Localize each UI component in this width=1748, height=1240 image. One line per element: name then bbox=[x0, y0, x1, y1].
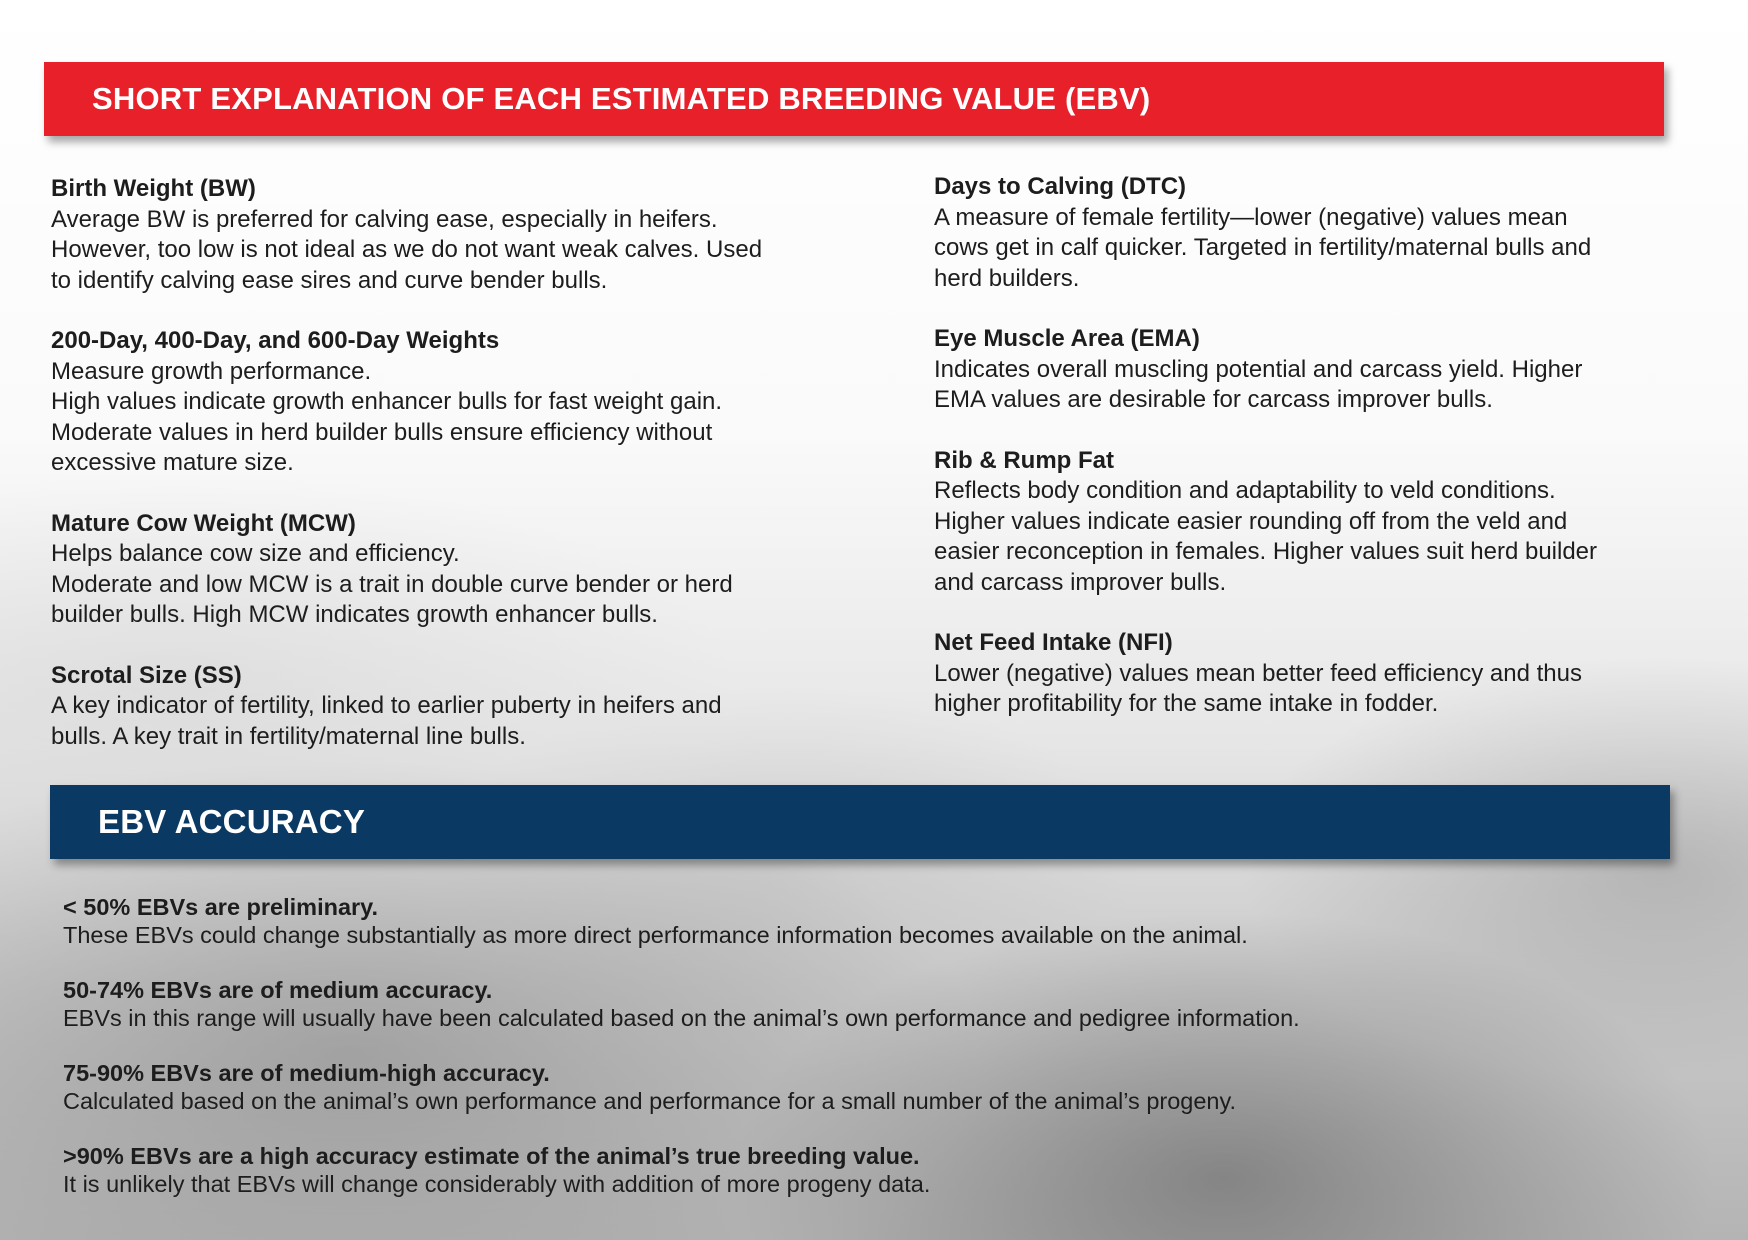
item-text: Indicates overall muscling potential and carcass yield. Higher bbox=[934, 355, 1583, 383]
item-title: Scrotal Size (SS) bbox=[51, 661, 242, 689]
item-text: High values indicate growth enhancer bulls for fast weight gain. bbox=[51, 388, 723, 415]
item-text: easier reconception in females. Higher values suit herd builder bbox=[934, 538, 1598, 565]
accuracy-item bbox=[63, 976, 1663, 1032]
item-title: Mature Cow Weight (MCW) bbox=[51, 509, 356, 537]
item-text: Moderate values in herd builder bulls ensure efficiency without bbox=[51, 418, 713, 446]
item-text: Reflects body condition and adaptability to veld conditions. bbox=[934, 477, 1556, 504]
ebv-item-days-to-calving bbox=[934, 172, 1714, 294]
item-text: herd builders. bbox=[934, 264, 1080, 292]
right-column bbox=[934, 172, 1714, 750]
item-title: Eye Muscle Area (EMA) bbox=[934, 325, 1200, 352]
ebv-item-scrotal-size bbox=[51, 661, 881, 753]
item-text: bulls. A key trait in fertility/maternal line bulls. bbox=[51, 722, 526, 750]
item-title: 200-Day, 400-Day, and 600-Day Weights bbox=[51, 327, 500, 354]
accuracy-item bbox=[63, 893, 1663, 949]
left-column bbox=[51, 174, 881, 782]
item-text: Average BW is preferred for calving ease, especially in heifers. bbox=[51, 205, 718, 233]
ebv-item-rib-rump-fat bbox=[934, 446, 1714, 599]
item-title: Birth Weight (BW) bbox=[51, 175, 256, 202]
accuracy-item-title: 75-90% EBVs are of medium-high accuracy. bbox=[63, 1060, 550, 1086]
item-text: A key indicator of fertility, linked to earlier puberty in heifers and bbox=[51, 692, 722, 719]
accuracy-item-title: >90% EBVs are a high accuracy estimate of the animal’s true breeding value. bbox=[63, 1143, 920, 1169]
item-title: Net Feed Intake (NFI) bbox=[934, 629, 1173, 656]
item-text: Measure growth performance. bbox=[51, 357, 372, 385]
item-text: Higher values indicate easier rounding off from the veld and bbox=[934, 507, 1568, 535]
accuracy-item-title: 50-74% EBVs are of medium accuracy. bbox=[63, 977, 493, 1003]
accuracy-item-text: Calculated based on the animal’s own performance and performance for a small number of the animal’s progeny. bbox=[63, 1088, 1237, 1114]
accuracy-item bbox=[63, 1142, 1663, 1198]
accuracy-list bbox=[63, 893, 1663, 1225]
accuracy-item bbox=[63, 1059, 1663, 1115]
ebv-item-net-feed-intake bbox=[934, 628, 1714, 720]
ebv-explanation-banner bbox=[44, 62, 1664, 136]
item-text: Lower (negative) values mean better feed efficiency and thus bbox=[934, 659, 1582, 687]
item-text: excessive mature size. bbox=[51, 449, 294, 476]
item-title: Rib & Rump Fat bbox=[934, 446, 1114, 474]
item-text: cows get in calf quicker. Targeted in fertility/maternal bulls and bbox=[934, 234, 1592, 261]
ebv-explanation-title: SHORT EXPLANATION OF EACH ESTIMATED BREEDING VALUE (EBV) bbox=[92, 81, 1151, 116]
item-text: Helps balance cow size and efficiency. bbox=[51, 540, 460, 567]
item-text: to identify calving ease sires and curve bender bulls. bbox=[51, 266, 608, 294]
accuracy-item-text: It is unlikely that EBVs will change considerably with addition of more progeny data. bbox=[63, 1171, 931, 1197]
item-text: However, too low is not ideal as we do not want weak calves. Used bbox=[51, 236, 763, 263]
ebv-item-day-weights bbox=[51, 326, 881, 479]
item-text: higher profitability for the same intake in fodder. bbox=[934, 690, 1439, 717]
item-title: Days to Calving (DTC) bbox=[934, 173, 1187, 200]
item-text: builder bulls. High MCW indicates growth enhancer bulls. bbox=[51, 601, 658, 628]
ebv-accuracy-title: EBV ACCURACY bbox=[98, 803, 366, 840]
ebv-item-mature-cow-weight bbox=[51, 509, 881, 631]
accuracy-item-title: < 50% EBVs are preliminary. bbox=[63, 894, 379, 920]
item-text: EMA values are desirable for carcass improver bulls. bbox=[934, 386, 1493, 413]
ebv-accuracy-banner bbox=[50, 785, 1670, 859]
item-text: A measure of female fertility—lower (negative) values mean bbox=[934, 203, 1568, 231]
accuracy-item-text: EBVs in this range will usually have been calculated based on the animal’s own performance and pedigree information. bbox=[63, 1005, 1300, 1031]
accuracy-item-text: These EBVs could change substantially as more direct performance information becomes available on the animal. bbox=[63, 922, 1248, 948]
ebv-item-birth-weight bbox=[51, 174, 881, 296]
item-text: Moderate and low MCW is a trait in double curve bender or herd bbox=[51, 570, 733, 598]
ebv-item-eye-muscle-area bbox=[934, 324, 1714, 416]
item-text: and carcass improver bulls. bbox=[934, 568, 1227, 596]
